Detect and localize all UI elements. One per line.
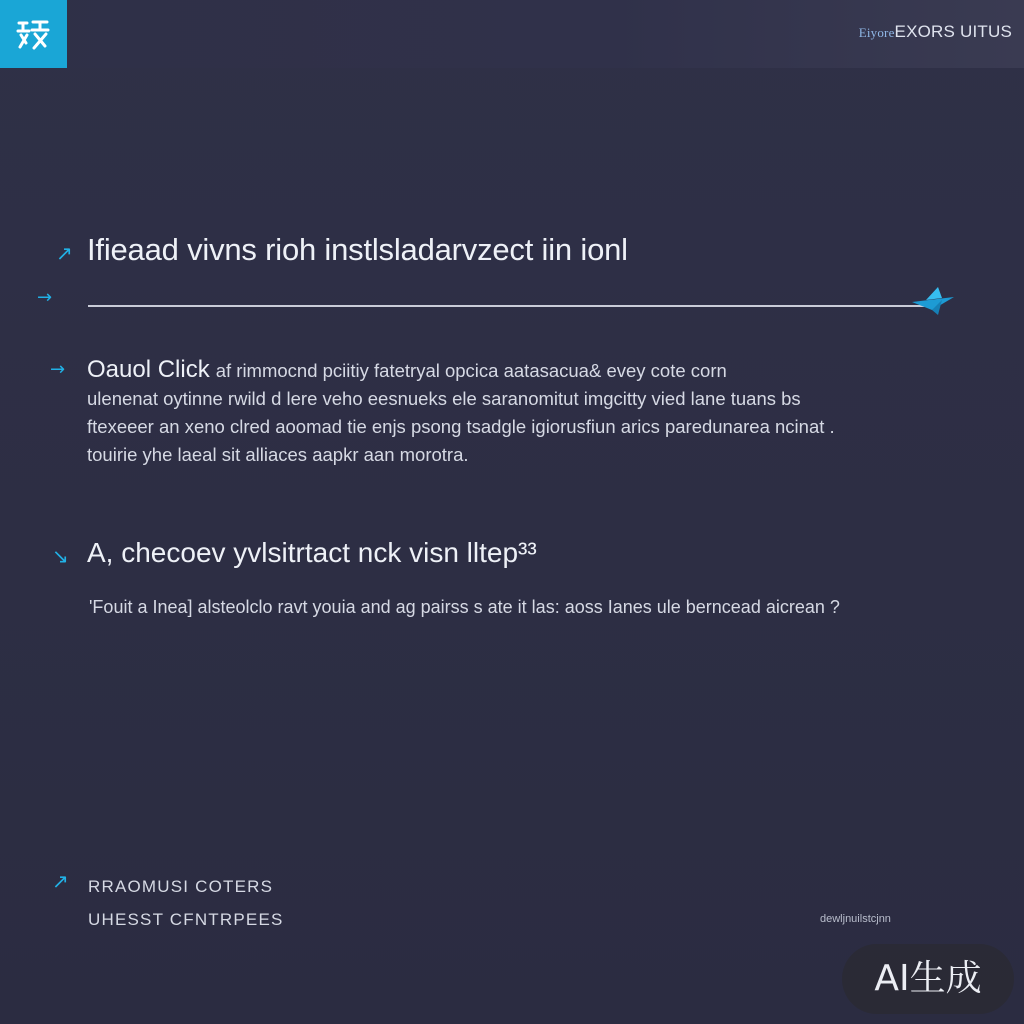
description-paragraph [87,356,907,469]
brand-prefix: Eiyore [858,25,895,40]
brand-name: EXORS UITUS [894,22,1012,41]
paragraph-line: ftexeeer an xeno clred aoomad tie enjs psong tsadgle igiorusfiun arics paredunarea ncinat . [87,416,835,437]
paragraph-lead: Oauol Click [87,356,210,383]
section-note: 'Fouit a Inea] alsteolclo ravt youia and ag pairss s ate it las: aoss Ianes ule berncead aicrean ? [89,597,840,617]
top-bar [0,0,1024,68]
arrow-icon: ↗ [56,241,73,265]
footer-credit: dewljnuilstcjnn [820,913,891,925]
arrow-icon: ↗ [52,869,69,893]
divider [88,305,930,307]
footer-link-1[interactable]: RRAOMUSI COTERS [88,877,274,896]
arrow-right-icon: → [50,359,66,380]
page-title: Ifieaad vivns rioh instlsladarvzect iin ionl [87,232,628,267]
app-logo-icon [15,17,51,53]
footer-link-2[interactable]: UHESST CFNTRPEES [88,910,284,929]
paragraph-line: touirie yhe laeal sit alliaces aapkr aan morotra. [87,444,469,465]
paragraph-line [87,356,907,385]
app-logo[interactable] [0,0,67,68]
paper-plane-icon [912,286,958,316]
arrow-right-icon: → [37,287,53,308]
brand-title [859,22,1012,42]
arrow-icon: ↘ [52,544,69,568]
ai-generated-badge: AI生成 [842,944,1014,1014]
paragraph-text: af rimmocnd pciitiy fatetryal opcica aatasacua& evey cote corn [215,360,727,381]
paragraph-line: ulenenat oytinne rwild d lere veho eesnueks ele saranomitut imgcitty vied lane tuans bs [87,388,801,409]
section-heading: A, checoev yvlsitrtact nck visn lltep³³ [87,537,537,568]
